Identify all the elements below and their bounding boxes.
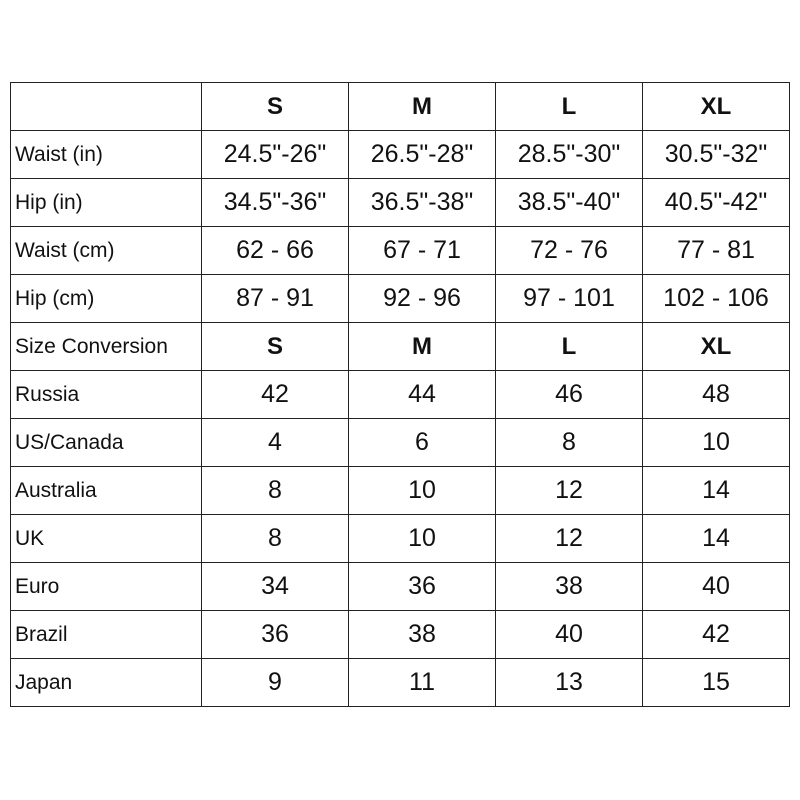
- table-row-russia: [11, 371, 790, 419]
- header-cell-s: S: [202, 83, 349, 131]
- row-label: Waist (cm): [11, 227, 202, 275]
- table-cell: 44: [349, 371, 496, 419]
- row-label: US/Canada: [11, 419, 202, 467]
- table-cell: 67 - 71: [349, 227, 496, 275]
- row-label: Australia: [11, 467, 202, 515]
- header-cell-l: L: [496, 83, 643, 131]
- row-label: Russia: [11, 371, 202, 419]
- table-cell: 10: [349, 515, 496, 563]
- table-cell: 26.5"-28": [349, 131, 496, 179]
- header-cell-m: M: [349, 83, 496, 131]
- row-label: Hip (cm): [11, 275, 202, 323]
- table-cell: 14: [643, 515, 790, 563]
- table-row-waist-in: [11, 131, 790, 179]
- table-cell: 42: [643, 611, 790, 659]
- table-cell: 92 - 96: [349, 275, 496, 323]
- table-cell: 34.5"-36": [202, 179, 349, 227]
- conversion-header-label: Size Conversion: [11, 323, 202, 371]
- header-cell-corner: [11, 83, 202, 131]
- row-label: UK: [11, 515, 202, 563]
- table-row-waist-cm: [11, 227, 790, 275]
- table-cell: 24.5"-26": [202, 131, 349, 179]
- table-row-brazil: [11, 611, 790, 659]
- table-cell: 13: [496, 659, 643, 707]
- conversion-header-s: S: [202, 323, 349, 371]
- header-cell-xl: XL: [643, 83, 790, 131]
- table-row-hip-cm: [11, 275, 790, 323]
- row-label: Waist (in): [11, 131, 202, 179]
- table-cell: 38: [349, 611, 496, 659]
- table-row-hip-in: [11, 179, 790, 227]
- row-label: Euro: [11, 563, 202, 611]
- table-cell: 28.5"-30": [496, 131, 643, 179]
- table-row-uk: [11, 515, 790, 563]
- table-cell: 4: [202, 419, 349, 467]
- table-cell: 62 - 66: [202, 227, 349, 275]
- table-row-japan: [11, 659, 790, 707]
- table-row-us-canada: [11, 419, 790, 467]
- table-cell: 10: [643, 419, 790, 467]
- conversion-header-xl: XL: [643, 323, 790, 371]
- header-row: [11, 83, 790, 131]
- table-cell: 15: [643, 659, 790, 707]
- table-cell: 36: [202, 611, 349, 659]
- table-cell: 12: [496, 467, 643, 515]
- table-row-australia: [11, 467, 790, 515]
- table-row-euro: [11, 563, 790, 611]
- table-cell: 77 - 81: [643, 227, 790, 275]
- table-cell: 12: [496, 515, 643, 563]
- table-cell: 42: [202, 371, 349, 419]
- table-cell: 48: [643, 371, 790, 419]
- table-cell: 6: [349, 419, 496, 467]
- size-chart-table: [10, 82, 790, 707]
- table-cell: 30.5"-32": [643, 131, 790, 179]
- table-cell: 34: [202, 563, 349, 611]
- table-cell: 36: [349, 563, 496, 611]
- table-cell: 11: [349, 659, 496, 707]
- table-cell: 38.5"-40": [496, 179, 643, 227]
- table-cell: 40: [643, 563, 790, 611]
- table-cell: 9: [202, 659, 349, 707]
- conversion-header-row: [11, 323, 790, 371]
- conversion-header-l: L: [496, 323, 643, 371]
- table-cell: 38: [496, 563, 643, 611]
- table-cell: 8: [496, 419, 643, 467]
- row-label: Brazil: [11, 611, 202, 659]
- table-cell: 14: [643, 467, 790, 515]
- table-cell: 97 - 101: [496, 275, 643, 323]
- table-cell: 72 - 76: [496, 227, 643, 275]
- row-label: Hip (in): [11, 179, 202, 227]
- table-cell: 10: [349, 467, 496, 515]
- table-cell: 36.5"-38": [349, 179, 496, 227]
- table-cell: 8: [202, 467, 349, 515]
- row-label: Japan: [11, 659, 202, 707]
- table-cell: 40: [496, 611, 643, 659]
- table-cell: 40.5"-42": [643, 179, 790, 227]
- table-cell: 102 - 106: [643, 275, 790, 323]
- conversion-header-m: M: [349, 323, 496, 371]
- table-cell: 8: [202, 515, 349, 563]
- table-cell: 87 - 91: [202, 275, 349, 323]
- table-cell: 46: [496, 371, 643, 419]
